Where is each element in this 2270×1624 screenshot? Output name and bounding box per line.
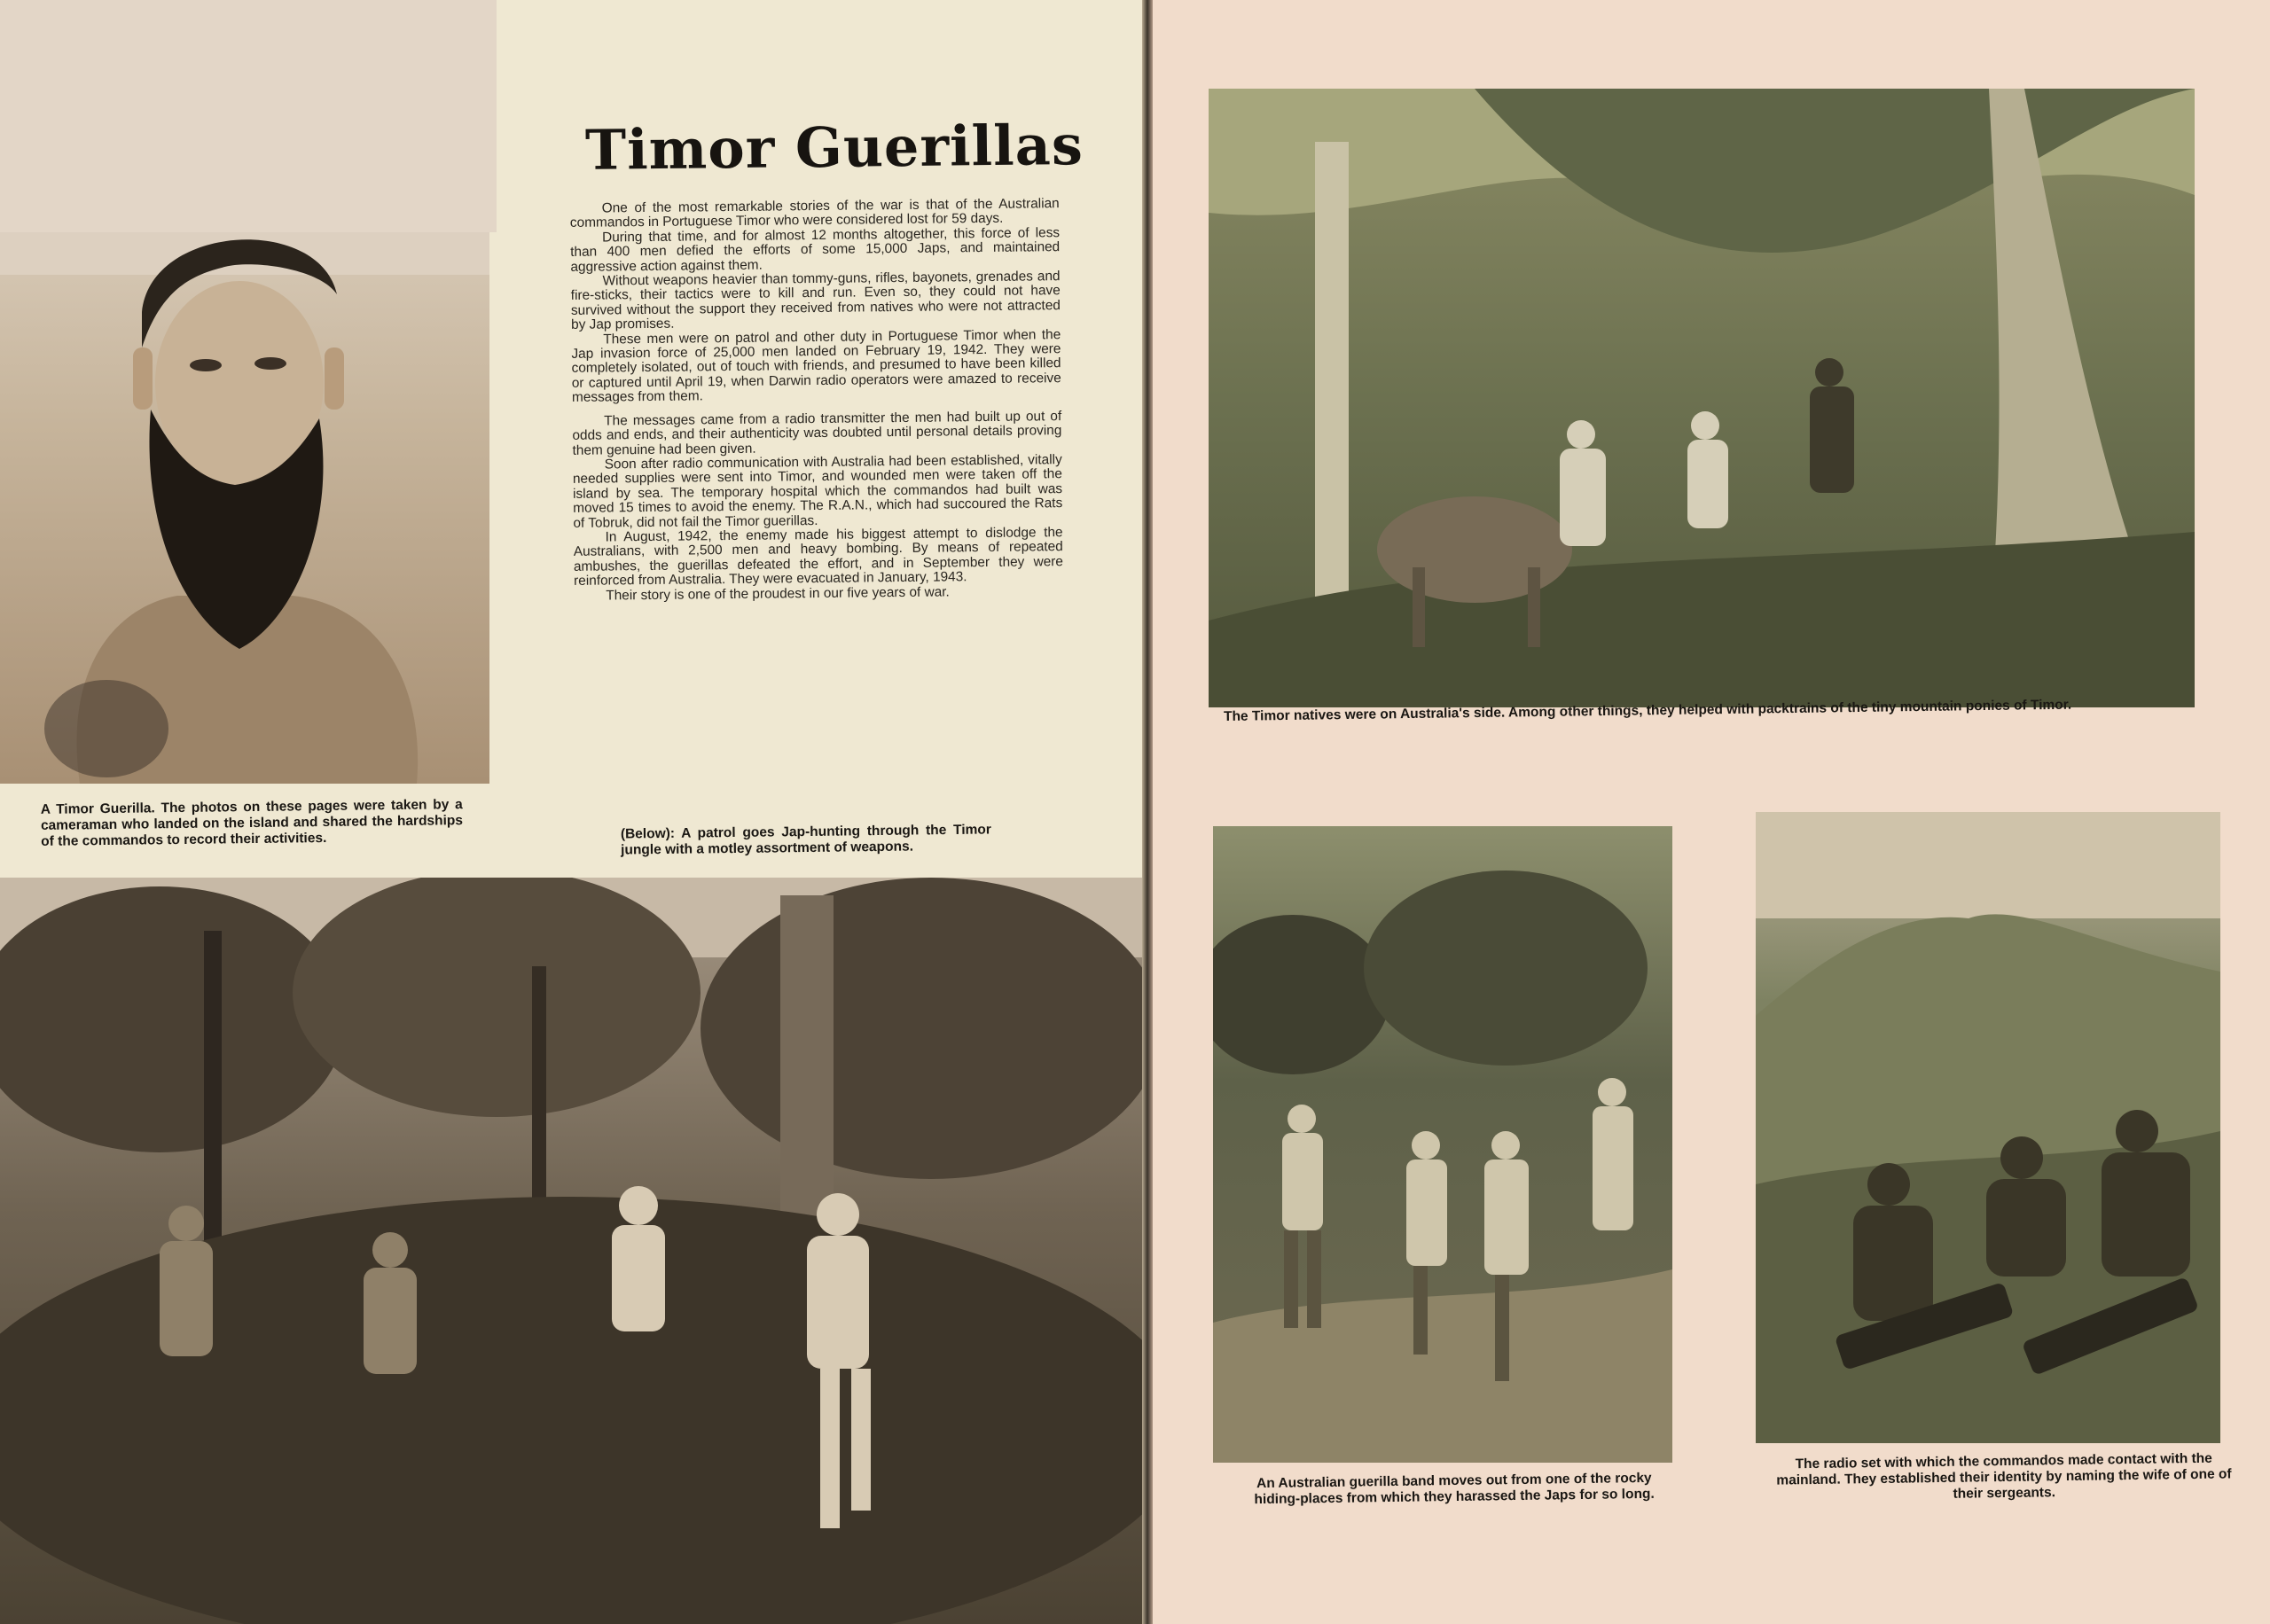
jungle-patrol-photo [0,878,1142,1624]
article-paragraph: One of the most remarkable stories of the war is that of the Australian commandos in Portuguese Timor who were considered lost for 59 days. [569,196,1060,231]
radio-set-caption: The radio set with which the commandos made contact with the mainland. They established their identity by naming the wife of one of their sergeants. [1776,1450,2232,1502]
page-margin-strip [0,0,497,232]
radio-set-photo [1756,812,2220,1443]
article-paragraph: These men were on patrol and other duty in Portuguese Timor when the Jap invasion force of 25,000 men landed on February 19, 1942. They were completely isolated, out of touch with friends, and presumed to have been killed or captured until April 19, when Darwin radio operators were amazed to receive messages from them. [571,326,1061,406]
portrait-caption: A Timor Guerilla. The photos on these pages were taken by a cameraman who landed on the island and shared the hardships of the commandos to record their activities. [40,797,464,849]
article-paragraph: The messages came from a radio transmitter the men had built up out of odds and ends, and their authenticity was doubted until personal details proving them genuine had been given. [572,408,1062,458]
pony-packtrain-caption: The Timor natives were on Australia's side. Among other things, they helped with packtrains of the tiny mountain ponies of Timor. [1223,697,2072,724]
guerilla-band-caption: An Australian guerilla band moves out from one of the rocky hiding-places from which they harassed the Japs for so long. [1254,1470,1655,1508]
article-body [570,197,1064,604]
article-paragraph: In August, 1942, the enemy made his biggest attempt to dislodge the Australians, with 2,500 men and heavy bombing. By means of repeated ambushes, the guerillas defeated the effort, and in September they were reinforced from Australia. They were evacuated in January, 1943. [573,525,1064,589]
guerilla-band-photo [1213,826,1672,1463]
spread-gutter [1142,0,1153,1624]
pony-packtrain-photo [1209,89,2195,707]
patrol-caption: (Below): A patrol goes Jap-hunting through the Timor jungle with a motley assortment of weapons. [620,822,991,858]
article-title: Timor Guerillas [584,112,1084,183]
right-page [1153,0,2270,1624]
article-paragraph: During that time, and for almost 12 months altogether, this force of less than 400 men defied the efforts of some 15,000 Japs, and maintained aggressive action against them. [570,224,1061,275]
article-paragraph: Without weapons heavier than tommy-guns, rifles, bayonets, grenades and fire-sticks, their tactics were to kill and run. Even so, they could not have survived without the support they received from natives who were not attracted by Jap promises. [570,269,1061,333]
article-paragraph: Soon after radio communication with Australia had been established, vitally needed supplies were sent into Timor, and wounded men were taken off the island by sea. The temporary hospital which the commandos had built was moved 15 times to avoid the enemy. The R.A.N., which had succoured the Rats of Tobruk, did not fail the Timor guerillas. [572,452,1063,531]
guerilla-portrait-photo [0,232,489,784]
article-paragraph: Their story is one of the proudest in our five years of war. [606,584,950,604]
